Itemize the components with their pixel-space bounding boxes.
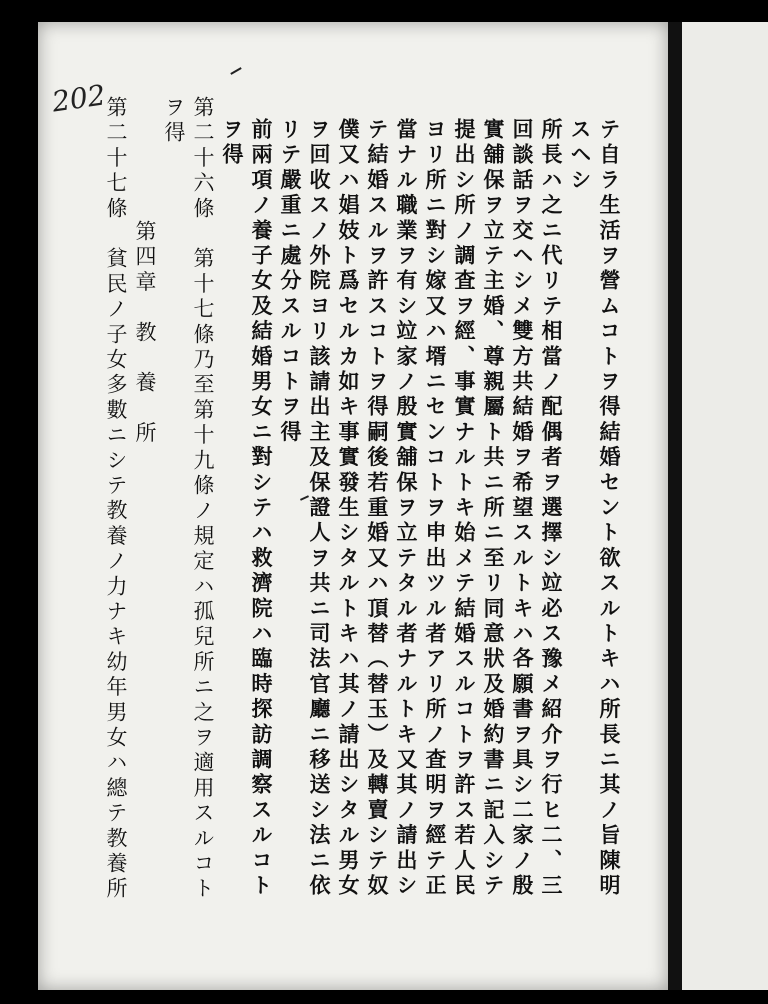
adjacent-page xyxy=(682,22,768,990)
text-line-10: 僕又ハ娼妓ト爲セルカ如キ事實發生シタルトキハ其ノ請出シタル男女 xyxy=(336,118,361,900)
text-line-12: リテ嚴重ニ處分スルコトヲ得 xyxy=(278,118,303,446)
text-line-13: 前兩項ノ養子女及結婚男女ニ對シテハ救濟院ハ臨時探訪調察スルコト xyxy=(249,118,274,900)
text-line-7: ヨリ所ニ對シ嫁又ハ壻ニセンコトヲ申出ツル者アリ所ノ査明ヲ經テ正 xyxy=(423,118,448,900)
text-line-2: スヘシ xyxy=(568,118,593,194)
text-line-4: 回談話ヲ交ヘシメ雙方共結婚ヲ希望スルトキハ各願書ヲ具シ二家ノ殷 xyxy=(510,118,535,900)
text-line-6: 提出シ所ノ調査ヲ經、事實ナルトキ始メテ結婚スルコトヲ許ス若人民 xyxy=(452,118,477,900)
article-27: 第二十七條 貧民ノ子女多數ニシテ教養ノ力ナキ幼年男女ハ總テ教養所 xyxy=(104,96,128,903)
text-line-9: テ結婚スルヲ許スコトヲ得嗣後若重婚又ハ頂替（替玉）及轉賣シテ奴 xyxy=(365,118,390,900)
chapter-heading: 第四章 教 養 所 xyxy=(133,220,157,447)
text-line-3: 所長ハ之ニ代リテ相當ノ配偶者ヲ選擇シ竝必ス豫メ紹介ヲ行ヒ二、三 xyxy=(539,118,564,900)
page-number: 202 xyxy=(49,78,108,119)
text-line-14: ヲ得 xyxy=(220,118,245,169)
text-line-8: 當ナル職業ヲ有シ竝家ノ殷實舖保ヲ立テタル者ナルトキ又其ノ請出シ xyxy=(394,118,419,900)
text-line-11: ヲ回收スノ外院ヨリ該請出主及保證人ヲ共ニ司法官廳ニ移送シ法ニ依 xyxy=(307,118,332,900)
text-line-5: 實舖保ヲ立テ主婚、尊親屬ト共ニ所ニ至リ同意狀及婚約書ニ記入シテ xyxy=(481,118,506,900)
text-line-1: テ自ラ生活ヲ營ムコトヲ得結婚セント欲スルトキハ所長ニ其ノ旨陳明 xyxy=(597,118,622,900)
page-gutter xyxy=(668,22,682,990)
article-26-continued: ヲ得 xyxy=(162,96,186,147)
article-26: 第二十六條 第十七條乃至第十九條ノ規定ハ孤兒所ニ之ヲ適用スルコト xyxy=(191,96,215,903)
